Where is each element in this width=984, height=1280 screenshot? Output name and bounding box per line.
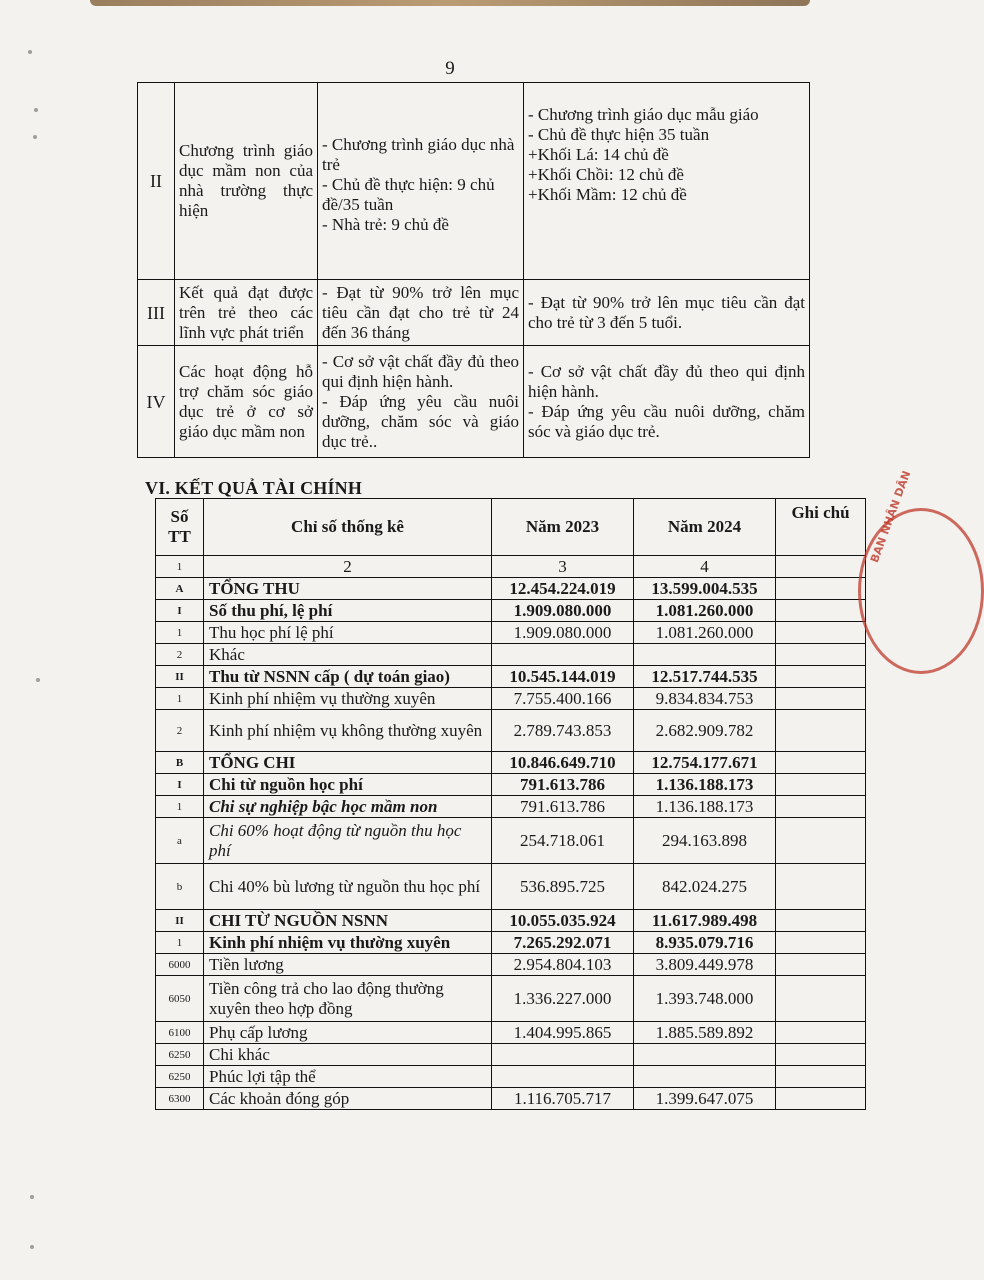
note-cell [776, 774, 866, 796]
note-cell [776, 622, 866, 644]
stamp-text: BAN NHÂN DÂN [868, 469, 914, 565]
row-label: Phúc lợi tập thể [204, 1066, 492, 1088]
table-row [156, 1066, 866, 1088]
finance-table [155, 498, 866, 1110]
row-label: Chương trình giáo dục mầm non của nhà trường thực hiện [175, 83, 318, 280]
note-cell [776, 600, 866, 622]
row-label: Phụ cấp lương [204, 1022, 492, 1044]
note-cell [776, 818, 866, 864]
value-2023 [492, 1044, 634, 1066]
note-cell [776, 1022, 866, 1044]
value-2023: 1.336.227.000 [492, 976, 634, 1022]
page-number: 9 [445, 58, 455, 79]
table-row [156, 688, 866, 710]
row-number: I [156, 600, 204, 622]
row-label: Tiền lương [204, 954, 492, 976]
row-number: II [138, 83, 175, 280]
value-2024 [634, 644, 776, 666]
note-cell [776, 710, 866, 752]
value-2024: 1.136.188.173 [634, 774, 776, 796]
row-number: 2 [156, 710, 204, 752]
index-cell: 4 [634, 556, 776, 578]
row-label: TỔNG THU [204, 578, 492, 600]
note-cell [776, 932, 866, 954]
value-2024: 1.081.260.000 [634, 622, 776, 644]
value-2024: 13.599.004.535 [634, 578, 776, 600]
table-row [156, 954, 866, 976]
row-number: 6250 [156, 1044, 204, 1066]
margin-mark [34, 108, 38, 112]
program-table [137, 82, 810, 458]
index-cell: 1 [156, 556, 204, 578]
row-label: Các khoản đóng góp [204, 1088, 492, 1110]
note-cell [776, 796, 866, 818]
row-label: Chi 60% hoạt động từ nguồn thu học phí [204, 818, 492, 864]
value-2023: 1.404.995.865 [492, 1022, 634, 1044]
index-cell: 2 [204, 556, 492, 578]
value-2024: 8.935.079.716 [634, 932, 776, 954]
table-row [156, 622, 866, 644]
value-2023: 1.909.080.000 [492, 600, 634, 622]
table-row [156, 818, 866, 864]
value-2024: 12.754.177.671 [634, 752, 776, 774]
row-label: Số thu phí, lệ phí [204, 600, 492, 622]
table-row [138, 346, 810, 458]
index-cell: 3 [492, 556, 634, 578]
value-2023: 2.954.804.103 [492, 954, 634, 976]
row-label: TỔNG CHI [204, 752, 492, 774]
row-label: Chi sự nghiệp bậc học mầm non [204, 796, 492, 818]
value-2024: 9.834.834.753 [634, 688, 776, 710]
table-row [138, 83, 810, 280]
margin-mark [30, 1195, 34, 1199]
row-number: 1 [156, 622, 204, 644]
table-row [156, 600, 866, 622]
header-2024: Năm 2024 [634, 499, 776, 556]
header-2023: Năm 2023 [492, 499, 634, 556]
value-2023: 254.718.061 [492, 818, 634, 864]
row-number: 6300 [156, 1088, 204, 1110]
note-cell [776, 954, 866, 976]
margin-mark [28, 50, 32, 54]
note-cell [776, 644, 866, 666]
kindergarten-cell: - Cơ sở vật chất đầy đủ theo qui định hiện hành. - Đáp ứng yêu cầu nuôi dưỡng, chăm sóc và giáo dục trẻ. [524, 346, 810, 458]
value-2024: 2.682.909.782 [634, 710, 776, 752]
table-row [156, 752, 866, 774]
table-row [138, 280, 810, 346]
note-cell [776, 1044, 866, 1066]
row-number: a [156, 818, 204, 864]
table-row [156, 910, 866, 932]
row-number: II [156, 666, 204, 688]
table-row [156, 796, 866, 818]
table-row [156, 1022, 866, 1044]
row-number: 1 [156, 688, 204, 710]
row-number: III [138, 280, 175, 346]
note-cell [776, 1066, 866, 1088]
row-label: Chi khác [204, 1044, 492, 1066]
row-number: 6250 [156, 1066, 204, 1088]
row-label: Kinh phí nhiệm vụ thường xuyên [204, 688, 492, 710]
table-row [156, 578, 866, 600]
value-2024: 1.399.647.075 [634, 1088, 776, 1110]
row-label: Thu từ NSNN cấp ( dự toán giao) [204, 666, 492, 688]
index-row [156, 556, 866, 578]
row-number: b [156, 864, 204, 910]
note-cell [776, 578, 866, 600]
row-number: B [156, 752, 204, 774]
row-label: Kinh phí nhiệm vụ thường xuyên [204, 932, 492, 954]
row-label: Tiền công trả cho lao động thường xuyên theo hợp đồng [204, 976, 492, 1022]
table-row [156, 932, 866, 954]
row-label: CHI TỪ NGUỒN NSNN [204, 910, 492, 932]
value-2024: 1.136.188.173 [634, 796, 776, 818]
row-label: Chi từ nguồn học phí [204, 774, 492, 796]
row-number: I [156, 774, 204, 796]
table-row [156, 644, 866, 666]
row-number: II [156, 910, 204, 932]
nursery-cell: - Chương trình giáo dục nhà trẻ - Chủ đề thực hiện: 9 chủ đề/35 tuần - Nhà trẻ: 9 chủ đề [318, 83, 524, 280]
note-cell [776, 1088, 866, 1110]
row-number: 1 [156, 796, 204, 818]
row-number: 6050 [156, 976, 204, 1022]
header-note: Ghi chú [776, 499, 866, 556]
value-2023: 791.613.786 [492, 774, 634, 796]
value-2024 [634, 1066, 776, 1088]
row-number: 1 [156, 932, 204, 954]
table-row [156, 710, 866, 752]
row-label: Chi 40% bù lương từ nguồn thu học phí [204, 864, 492, 910]
value-2023: 12.454.224.019 [492, 578, 634, 600]
value-2023: 536.895.725 [492, 864, 634, 910]
value-2023 [492, 644, 634, 666]
value-2023: 10.055.035.924 [492, 910, 634, 932]
kindergarten-cell: - Chương trình giáo dục mẫu giáo - Chủ đề thực hiện 35 tuần +Khối Lá: 14 chủ đề +Khối Chồi: 12 chủ đề +Khối Mầm: 12 chủ đề [524, 83, 810, 280]
row-label: Các hoạt động hỗ trợ chăm sóc giáo dục trẻ ở cơ sở giáo dục mầm non [175, 346, 318, 458]
value-2024: 842.024.275 [634, 864, 776, 910]
kindergarten-cell: - Đạt từ 90% trở lên mục tiêu cần đạt cho trẻ từ 3 đến 5 tuổi. [524, 280, 810, 346]
finance-body [156, 578, 866, 1110]
value-2023: 10.846.649.710 [492, 752, 634, 774]
value-2024: 1.393.748.000 [634, 976, 776, 1022]
table-row [156, 1088, 866, 1110]
nursery-cell: - Đạt từ 90% trở lên mục tiêu cần đạt cho trẻ từ 24 đến 36 tháng [318, 280, 524, 346]
row-number: 6100 [156, 1022, 204, 1044]
value-2023: 791.613.786 [492, 796, 634, 818]
value-2024: 1.081.260.000 [634, 600, 776, 622]
note-cell [776, 752, 866, 774]
row-number: A [156, 578, 204, 600]
row-label: Kết quả đạt được trên trẻ theo các lĩnh vực phát triển [175, 280, 318, 346]
table-row [156, 774, 866, 796]
row-number: 6000 [156, 954, 204, 976]
value-2024: 294.163.898 [634, 818, 776, 864]
header-indicator: Chỉ số thống kê [204, 499, 492, 556]
table-row [156, 666, 866, 688]
row-label: Thu học phí lệ phí [204, 622, 492, 644]
margin-mark [33, 135, 37, 139]
margin-mark [30, 1245, 34, 1249]
note-cell [776, 976, 866, 1022]
value-2024 [634, 1044, 776, 1066]
row-number: IV [138, 346, 175, 458]
index-cell [776, 556, 866, 578]
value-2023: 1.909.080.000 [492, 622, 634, 644]
table-row [156, 976, 866, 1022]
table-header-row [156, 499, 866, 556]
note-cell [776, 688, 866, 710]
value-2023: 1.116.705.717 [492, 1088, 634, 1110]
row-number: 2 [156, 644, 204, 666]
value-2024: 1.885.589.892 [634, 1022, 776, 1044]
note-cell [776, 864, 866, 910]
value-2023: 2.789.743.853 [492, 710, 634, 752]
row-label: Kinh phí nhiệm vụ không thường xuyên [204, 710, 492, 752]
paper-top-edge [90, 0, 810, 6]
note-cell [776, 666, 866, 688]
value-2023: 7.755.400.166 [492, 688, 634, 710]
value-2023: 7.265.292.071 [492, 932, 634, 954]
header-no: Số TT [156, 499, 204, 556]
table-row [156, 864, 866, 910]
row-label: Khác [204, 644, 492, 666]
value-2024: 12.517.744.535 [634, 666, 776, 688]
value-2023 [492, 1066, 634, 1088]
nursery-cell: - Cơ sở vật chất đầy đủ theo qui định hiện hành. - Đáp ứng yêu cầu nuôi dưỡng, chăm sóc và giáo dục trẻ.. [318, 346, 524, 458]
section-title: VI. KẾT QUẢ TÀI CHÍNH [145, 478, 363, 498]
value-2023: 10.545.144.019 [492, 666, 634, 688]
table-row [156, 1044, 866, 1066]
value-2024: 11.617.989.498 [634, 910, 776, 932]
value-2024: 3.809.449.978 [634, 954, 776, 976]
note-cell [776, 910, 866, 932]
margin-mark [36, 678, 40, 682]
